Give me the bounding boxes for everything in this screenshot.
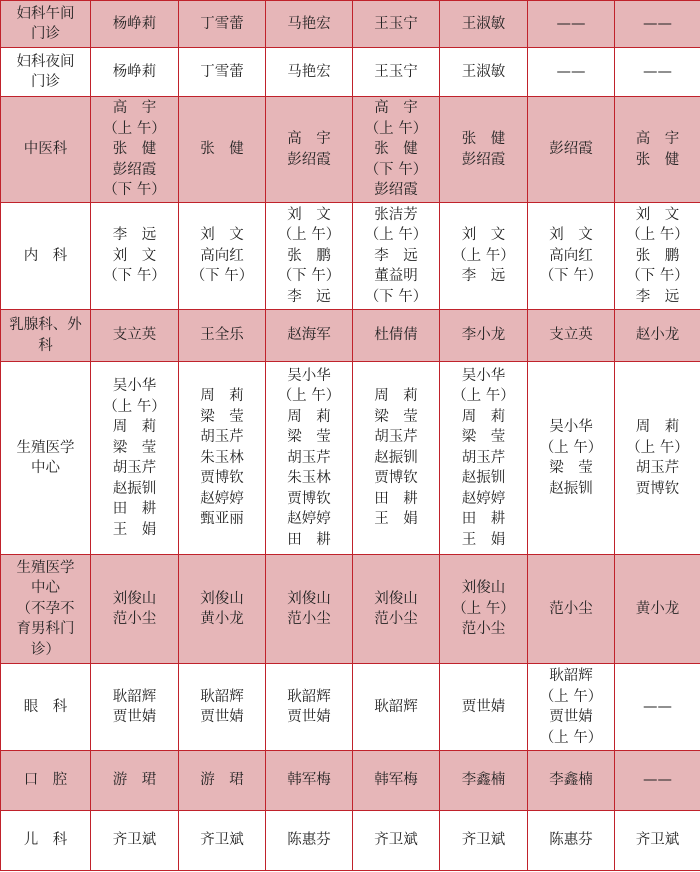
- schedule-cell: 丁雪蕾: [179, 1, 266, 48]
- department-cell: 妇科夜间 门诊: [1, 48, 91, 97]
- schedule-cell: 齐卫斌: [91, 811, 179, 871]
- schedule-cell: 吴小华 （上 午） 周 莉 梁 莹 胡玉芹 赵振钏 田 耕 王 娟: [91, 362, 179, 555]
- schedule-cell: 耿韶辉 贾世婧: [179, 664, 266, 751]
- schedule-cell: 王玉宁: [353, 1, 440, 48]
- schedule-cell: 刘 文 高向红 （下 午）: [528, 203, 615, 310]
- schedule-cell: 韩军梅: [266, 751, 353, 811]
- schedule-cell: 高 宇 （上 午） 张 健 彭绍霞 （下 午）: [91, 97, 179, 203]
- department-cell: 妇科午间 门诊: [1, 1, 91, 48]
- schedule-cell: ——: [615, 1, 700, 48]
- schedule-cell: 李 远 刘 文 （下 午）: [91, 203, 179, 310]
- schedule-cell: 赵海军: [266, 310, 353, 362]
- table-row: [1, 48, 700, 97]
- schedule-cell: 黄小龙: [615, 555, 700, 664]
- schedule-cell: 张洁芳 （上 午） 李 远 董益明 （下 午）: [353, 203, 440, 310]
- schedule-cell: 支立英: [528, 310, 615, 362]
- department-cell: 乳腺科、外 科: [1, 310, 91, 362]
- schedule-cell: 刘 文 高向红 （下 午）: [179, 203, 266, 310]
- schedule-cell: 吴小华 （上 午） 周 莉 梁 莹 胡玉芹 朱玉林 贾博钦 赵婷婷 田 耕: [266, 362, 353, 555]
- schedule-cell: 刘俊山 （上 午） 范小尘: [440, 555, 528, 664]
- schedule-cell: 王淑敏: [440, 48, 528, 97]
- department-cell: 生殖医学 中心 （不孕不 育男科门 诊）: [1, 555, 91, 664]
- schedule-cell: 张 健 彭绍霞: [440, 97, 528, 203]
- schedule-cell: 刘 文 （上 午） 李 远: [440, 203, 528, 310]
- schedule-cell: ——: [615, 751, 700, 811]
- schedule-cell: 周 莉 （上 午） 胡玉芹 贾博钦: [615, 362, 700, 555]
- schedule-cell: 齐卫斌: [179, 811, 266, 871]
- schedule-cell: 李鑫楠: [440, 751, 528, 811]
- table-row: [1, 751, 700, 811]
- department-cell: 中医科: [1, 97, 91, 203]
- table-row: [1, 203, 700, 310]
- schedule-cell: 周 莉 梁 莹 胡玉芹 赵振钏 贾博钦 田 耕 王 娟: [353, 362, 440, 555]
- schedule-cell: 李小龙: [440, 310, 528, 362]
- schedule-cell: 王全乐: [179, 310, 266, 362]
- schedule-cell: 丁雪蕾: [179, 48, 266, 97]
- department-cell: 眼 科: [1, 664, 91, 751]
- schedule-cell: 高 宇 （上 午） 张 健 （下 午） 彭绍霞: [353, 97, 440, 203]
- schedule-cell: 吴小华 （上 午） 周 莉 梁 莹 胡玉芹 赵振钏 赵婷婷 田 耕 王 娟: [440, 362, 528, 555]
- schedule-cell: 高 宇 彭绍霞: [266, 97, 353, 203]
- schedule-cell: 陈惠芬: [266, 811, 353, 871]
- table-row: [1, 811, 700, 871]
- schedule-cell: 刘 文 （上 午） 张 鹏 （下 午） 李 远: [266, 203, 353, 310]
- schedule-cell: 吴小华 （上 午） 梁 莹 赵振钏: [528, 362, 615, 555]
- schedule-cell: 杨峥莉: [91, 48, 179, 97]
- schedule-cell: 马艳宏: [266, 1, 353, 48]
- schedule-cell: 耿韶辉: [353, 664, 440, 751]
- schedule-cell: 齐卫斌: [353, 811, 440, 871]
- schedule-cell: 王玉宁: [353, 48, 440, 97]
- schedule-cell: 支立英: [91, 310, 179, 362]
- department-cell: 生殖医学 中心: [1, 362, 91, 555]
- schedule-cell: 韩军梅: [353, 751, 440, 811]
- schedule-cell: 游 珺: [179, 751, 266, 811]
- schedule-cell: ——: [528, 1, 615, 48]
- schedule-cell: 张 健: [179, 97, 266, 203]
- schedule-cell: 范小尘: [528, 555, 615, 664]
- table-row: [1, 362, 700, 555]
- table-row: [1, 310, 700, 362]
- schedule-cell: 彭绍霞: [528, 97, 615, 203]
- schedule-cell: 赵小龙: [615, 310, 700, 362]
- schedule-cell: ——: [528, 48, 615, 97]
- table-row: [1, 555, 700, 664]
- schedule-cell: 贾世婧: [440, 664, 528, 751]
- schedule-cell: 李鑫楠: [528, 751, 615, 811]
- schedule-cell: 刘俊山 范小尘: [353, 555, 440, 664]
- schedule-cell: 杜倩倩: [353, 310, 440, 362]
- schedule-cell: 齐卫斌: [615, 811, 700, 871]
- schedule-cell: 刘俊山 范小尘: [91, 555, 179, 664]
- schedule-cell: 周 莉 梁 莹 胡玉芹 朱玉林 贾博钦 赵婷婷 甄亚丽: [179, 362, 266, 555]
- table-row: [1, 97, 700, 203]
- schedule-cell: 马艳宏: [266, 48, 353, 97]
- schedule-cell: ——: [615, 664, 700, 751]
- department-cell: 内 科: [1, 203, 91, 310]
- table-row: [1, 1, 700, 48]
- schedule-cell: 刘 文 （上 午） 张 鹏 （下 午） 李 远: [615, 203, 700, 310]
- schedule-cell: 陈惠芬: [528, 811, 615, 871]
- department-cell: 儿 科: [1, 811, 91, 871]
- schedule-cell: 齐卫斌: [440, 811, 528, 871]
- schedule-cell: 刘俊山 范小尘: [266, 555, 353, 664]
- schedule-cell: ——: [615, 48, 700, 97]
- schedule-cell: 耿韶辉 贾世婧: [91, 664, 179, 751]
- schedule-cell: 高 宇 张 健: [615, 97, 700, 203]
- schedule-cell: 王淑敏: [440, 1, 528, 48]
- schedule-cell: 耿韶辉 贾世婧: [266, 664, 353, 751]
- schedule-body: [1, 1, 700, 871]
- department-cell: 口 腔: [1, 751, 91, 811]
- table-row: [1, 664, 700, 751]
- schedule-cell: 刘俊山 黄小龙: [179, 555, 266, 664]
- schedule-cell: 游 珺: [91, 751, 179, 811]
- schedule-cell: 杨峥莉: [91, 1, 179, 48]
- schedule-cell: 耿韶辉 （上 午） 贾世婧 （上 午）: [528, 664, 615, 751]
